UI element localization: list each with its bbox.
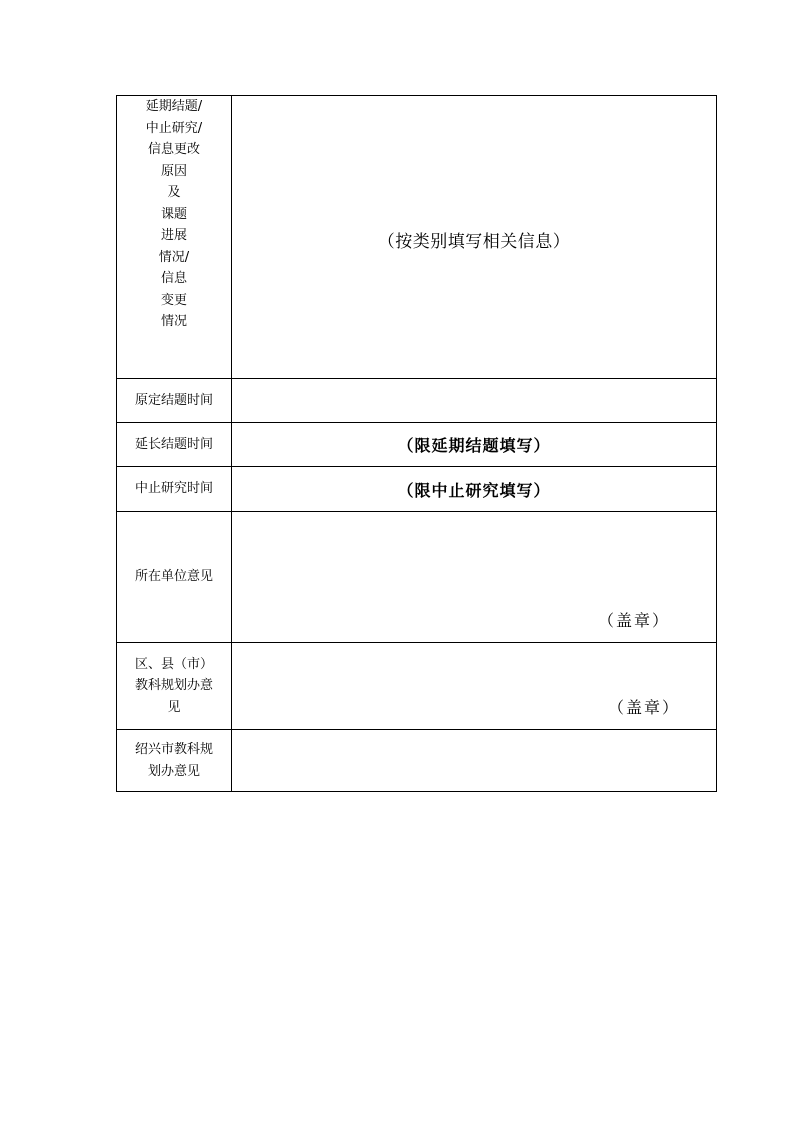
- label-line: 情况: [160, 314, 187, 329]
- row-suspension-date: [117, 467, 717, 512]
- seal-placeholder: （盖章）: [598, 611, 671, 630]
- label-district-office-opinion: [117, 643, 232, 730]
- row-district-office-opinion: [117, 643, 717, 730]
- field-reason-and-progress[interactable]: [232, 96, 717, 379]
- label-line: 情况/: [158, 249, 190, 265]
- row-unit-opinion: [117, 512, 717, 643]
- label-line: 教科规划办意: [134, 678, 213, 694]
- field-city-office-opinion[interactable]: [232, 730, 717, 792]
- field-unit-opinion[interactable]: [232, 512, 717, 643]
- fill-instruction: （按类别填写相关信息）: [377, 232, 571, 252]
- label-line: 划办意见: [147, 763, 200, 779]
- label-line: 中止研究/: [145, 120, 203, 136]
- field-original-end-date[interactable]: [232, 379, 717, 423]
- seal-placeholder: （盖章）: [608, 698, 681, 717]
- label-line: 原因: [160, 163, 187, 179]
- field-suspension-date[interactable]: [232, 467, 717, 512]
- field-district-office-opinion[interactable]: [232, 643, 717, 730]
- fill-instruction: （限延期结题填写）: [397, 436, 551, 455]
- label-city-office-opinion: [117, 730, 232, 792]
- label-unit-opinion: 所在单位意见: [117, 512, 232, 643]
- label-line: 延期结题/: [145, 99, 203, 114]
- field-extended-end-date[interactable]: [232, 423, 717, 467]
- row-reason-and-progress: [117, 96, 717, 379]
- label-suspension-date: 中止研究时间: [117, 467, 232, 512]
- label-line: 信息更改: [147, 142, 200, 157]
- application-form-table: [116, 95, 717, 792]
- label-line: 课题: [160, 206, 187, 222]
- row-original-end-date: [117, 379, 717, 423]
- label-line: 变更: [160, 292, 187, 308]
- label-line: 及: [167, 185, 181, 200]
- label-original-end-date: 原定结题时间: [117, 379, 232, 423]
- row-city-office-opinion: [117, 730, 717, 792]
- label-line: 区、县（市）: [134, 656, 213, 672]
- label-line: 进展: [160, 228, 187, 243]
- label-line: 信息: [160, 271, 187, 286]
- label-reason-and-progress: [117, 96, 232, 379]
- label-line: 见: [167, 699, 181, 715]
- label-extended-end-date: 延长结题时间: [117, 423, 232, 467]
- fill-instruction: （限中止研究填写）: [397, 480, 551, 500]
- label-line: 绍兴市教科规: [134, 742, 213, 757]
- row-extended-end-date: [117, 423, 717, 467]
